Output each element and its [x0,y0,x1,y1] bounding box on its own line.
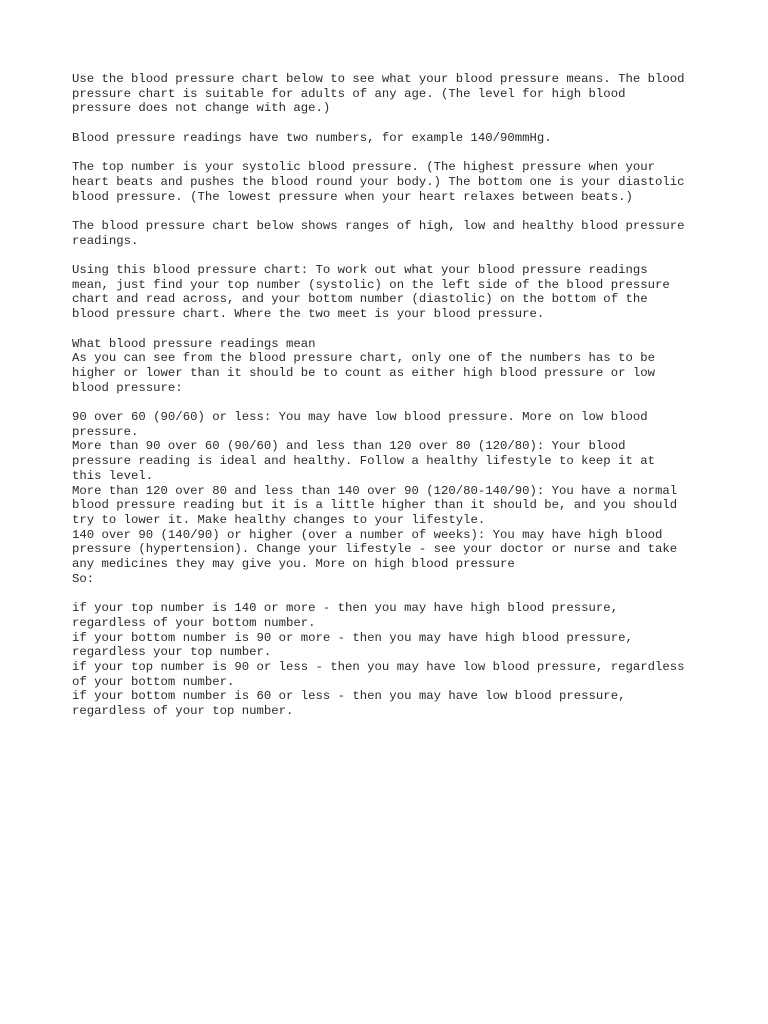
document-page [72,72,712,734]
rule-item: if your top number is 140 or more - then you may have high blood pressure, regardless of your bottom number. [72,601,619,630]
range-item: More than 120 over 80 and less than 140 over 90 (120/80-140/90): You have a normal blood pressure reading but it is a little higher than it should be, and you should try to lower it. Make healthy changes to your lifestyle. [72,483,678,527]
meaning-text: As you can see from the blood pressure chart, only one of the numbers has to be higher or lower than it should be to count as either high blood pressure or low blood pressure: [72,351,655,395]
intro-paragraph-5: Using this blood pressure chart: To work out what your blood pressure readings mean, just find your top number (systolic) on the left side of the blood pressure chart and read across, and your bottom number (diastolic) on the bottom of the blood pressure chart. Where the two meet is your blood pressure. [72,263,670,322]
intro-paragraph-2: Blood pressure readings have two numbers, for example 140/90mmHg. [72,130,552,145]
rule-item: if your bottom number is 90 or more - then you may have high blood pressure, regardless your top number. [72,630,633,660]
range-item: 90 over 60 (90/60) or less: You may have low blood pressure. More on low blood pressure. [72,410,648,439]
range-item: 140 over 90 (140/90) or higher (over a number of weeks): You may have high blood pressure (hypertension). Change your lifestyle - see your doctor or nurse and take any medicines they may give you. More on high blood pressure [72,527,678,572]
rules-list [72,601,712,719]
intro-paragraph-4: The blood pressure chart below shows ranges of high, low and healthy blood pressure readings. [72,218,685,248]
intro-paragraph-1: Use the blood pressure chart below to see what your blood pressure means. The blood pressure chart is suitable for adults of any age. (The level for high blood pressure does not change with age.) [72,72,685,116]
rule-item: if your bottom number is 60 or less - then you may have low blood pressure, regardless of your top number. [72,689,626,719]
meaning-heading: What blood pressure readings mean [72,336,316,351]
range-item: So: [72,571,95,586]
intro-paragraph-3: The top number is your systolic blood pressure. (The highest pressure when your heart beats and pushes the blood round your body.) The bottom one is your diastolic blood pressure. (The lowest pressure when your heart relaxes between beats.) [72,160,685,204]
rule-item: if your top number is 90 or less - then you may have low blood pressure, regardless of your bottom number. [72,660,685,689]
range-item: More than 90 over 60 (90/60) and less than 120 over 80 (120/80): Your blood pressure reading is ideal and healthy. Follow a healthy lifestyle to keep it at this level. [72,439,655,483]
meaning-section [72,337,712,396]
ranges-list [72,410,712,586]
